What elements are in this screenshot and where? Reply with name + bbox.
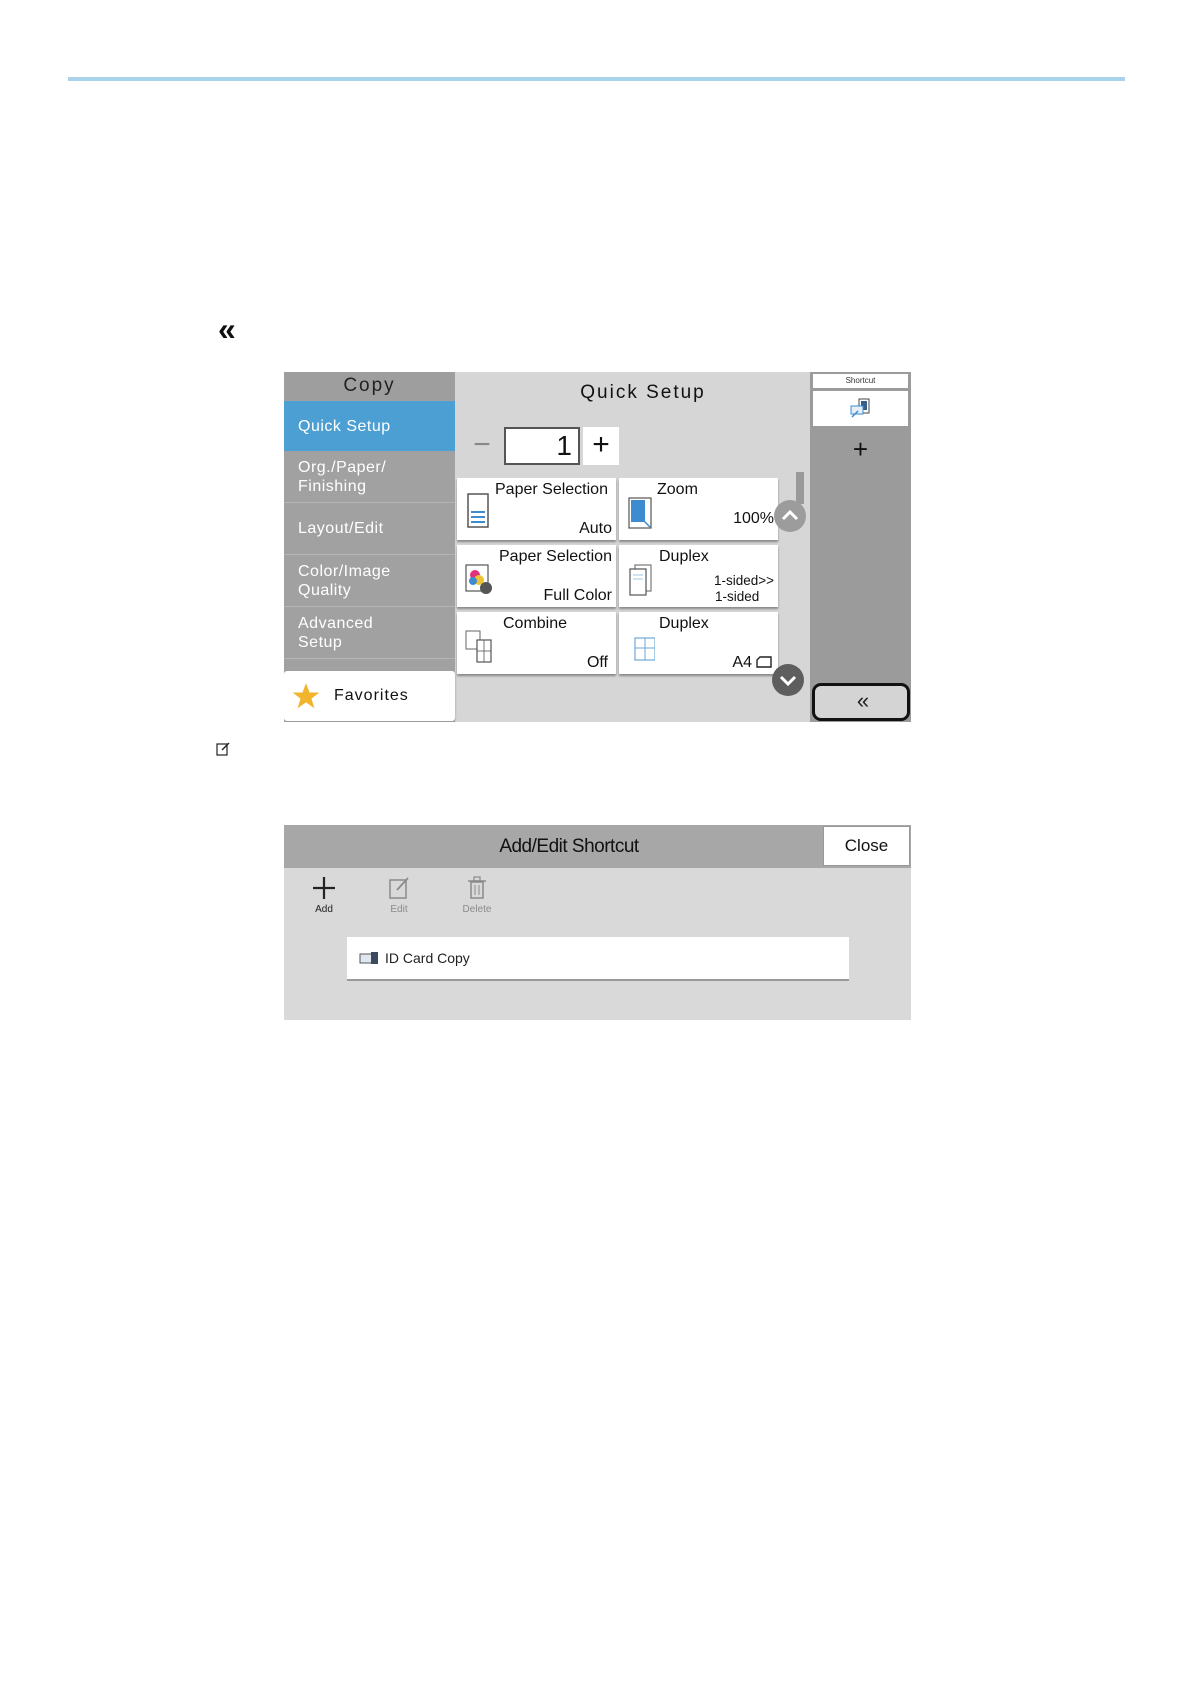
zoom-icon — [627, 492, 655, 530]
dialog-title: Add/Edit Shortcut — [499, 836, 639, 857]
tool-label: Add — [315, 904, 333, 915]
copies-input[interactable]: 1 — [504, 427, 580, 465]
decrement-copies-button[interactable]: − — [473, 428, 491, 461]
close-button[interactable]: Close — [823, 826, 910, 866]
color-selection-tile[interactable] — [457, 545, 616, 607]
tile-value: 100% — [733, 510, 774, 527]
tile-value: Auto — [579, 520, 612, 537]
tile-label: Paper Selection — [495, 481, 608, 498]
sidebar-item-label: Setup — [298, 633, 343, 651]
add-button[interactable] — [294, 875, 354, 915]
scroll-up-button[interactable] — [774, 500, 806, 532]
sidebar-item-label: Color/Image — [298, 562, 391, 580]
sidebar-item-quick-setup[interactable] — [284, 401, 455, 451]
tile-value-line: 1-sided — [714, 589, 760, 604]
sidebar-item-color-image-quality[interactable] — [284, 555, 455, 607]
sidebar-item-label: Finishing — [298, 477, 367, 495]
sidebar-item-org-paper-finishing[interactable] — [284, 451, 455, 503]
shortcut-tab[interactable]: Shortcut — [813, 374, 908, 388]
page-top-rule — [68, 77, 1125, 81]
delete-button[interactable] — [447, 875, 507, 915]
sidebar-item-label: Layout/Edit — [298, 520, 384, 537]
original-size-icon — [627, 626, 655, 664]
shortcut-slot[interactable] — [813, 391, 908, 426]
id-card-copy-icon — [849, 398, 871, 420]
tile-label: Combine — [503, 615, 568, 632]
id-card-icon — [359, 951, 379, 965]
tile-value-line: 1-sided>> — [713, 573, 774, 588]
sidebar-item-layout-edit[interactable] — [284, 503, 455, 555]
tile-label: Duplex — [659, 615, 709, 632]
tile-label: Duplex — [659, 548, 709, 565]
tile-value: Full Color — [543, 587, 612, 604]
add-shortcut-button[interactable]: + — [852, 434, 869, 464]
paper-selection-tile[interactable] — [457, 478, 616, 540]
paper-tray-icon — [465, 492, 493, 530]
sidebar-item-advanced-setup[interactable] — [284, 607, 455, 659]
sidebar-item-label: Advanced — [298, 614, 374, 632]
original-size-tile[interactable] — [619, 612, 778, 674]
favorites-label: Favorites — [334, 687, 409, 704]
edit-button[interactable] — [369, 875, 429, 915]
favorites-button[interactable] — [284, 671, 455, 721]
tile-label: Zoom — [657, 481, 698, 498]
tile-value: Off — [586, 654, 608, 671]
combine-tile[interactable] — [457, 612, 616, 674]
dialog-header — [284, 825, 911, 868]
copy-sidebar — [284, 372, 455, 722]
tile-value: A4 — [732, 654, 752, 671]
color-icon — [465, 559, 493, 597]
increment-copies-button[interactable]: + — [583, 427, 619, 465]
tool-label: Edit — [390, 904, 408, 915]
zoom-tile[interactable] — [619, 478, 778, 540]
double-chevron-left-icon: « — [218, 311, 230, 347]
page-title: Quick Setup — [580, 382, 706, 403]
add-edit-shortcut-screen — [284, 825, 911, 1020]
chevron-up-icon — [774, 500, 806, 532]
collapse-panel-button[interactable]: « — [812, 683, 910, 721]
sidebar-item-label: Org./Paper/ — [298, 458, 387, 476]
sidebar-item-label: Quality — [298, 581, 352, 599]
tile-label: Paper Selection — [499, 548, 612, 565]
tile-value — [714, 573, 774, 605]
plus-icon — [311, 875, 337, 901]
duplex-icon — [627, 559, 655, 597]
sidebar-item-label: Quick Setup — [298, 417, 391, 435]
copy-screen — [284, 372, 911, 722]
scroll-down-button[interactable] — [772, 664, 804, 696]
landscape-paper-icon — [756, 656, 772, 668]
sidebar-title: Copy — [284, 372, 455, 400]
tool-label: Delete — [462, 904, 492, 915]
star-icon — [292, 682, 320, 710]
chevron-down-icon — [772, 664, 804, 696]
duplex-tile[interactable] — [619, 545, 778, 607]
shortcut-panel — [810, 372, 911, 722]
list-item-label: ID Card Copy — [385, 950, 470, 966]
edit-icon — [387, 875, 411, 901]
list-item[interactable] — [347, 937, 849, 981]
trash-icon — [466, 875, 488, 901]
combine-icon — [465, 626, 493, 664]
edit-icon — [216, 742, 230, 756]
